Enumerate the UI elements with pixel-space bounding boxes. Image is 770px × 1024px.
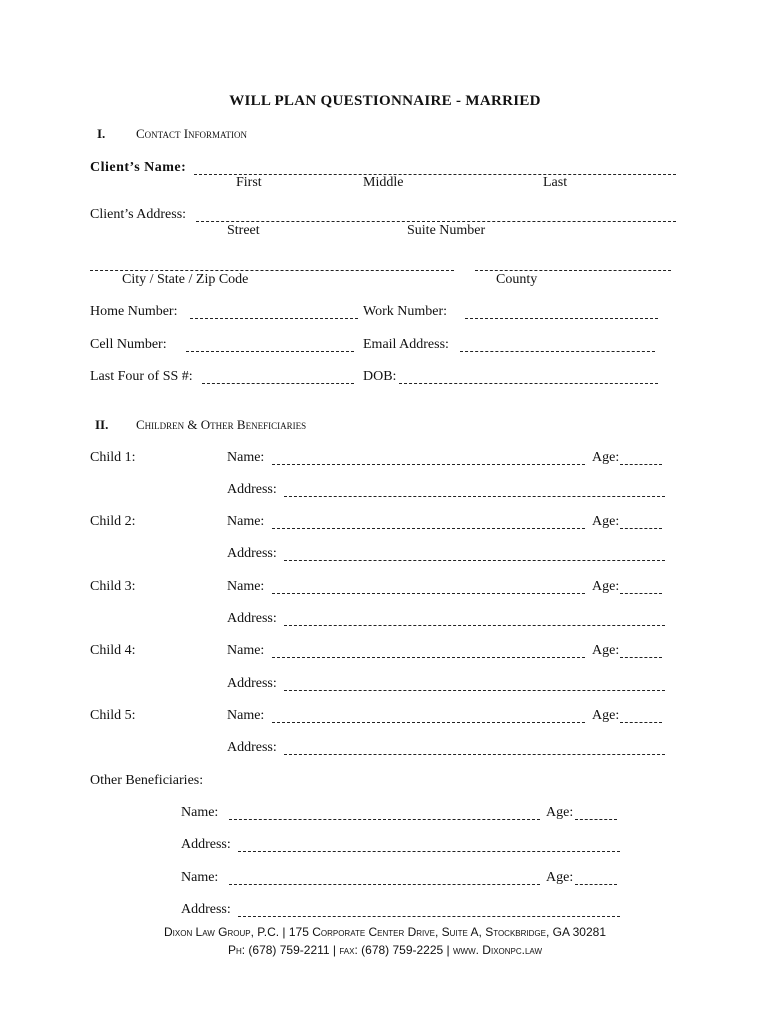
email-address-label: Email Address: [363,337,449,352]
other-beneficiaries-label: Other Beneficiaries: [90,773,204,788]
child-3-age-field[interactable] [620,581,662,594]
section-2-heading: Children & Other Beneficiaries [136,417,307,432]
client-address-field[interactable] [196,209,676,222]
child-address-label: Address: [227,740,277,755]
other-name-label: Name: [181,805,219,820]
client-address-label: Client’s Address: [90,207,187,222]
child-address-label: Address: [227,676,277,691]
child-name-label: Name: [227,579,265,594]
email-address-field[interactable] [460,339,655,352]
child-name-label: Name: [227,514,265,529]
child-5-name-field[interactable] [272,710,585,723]
home-number-field[interactable] [190,306,358,319]
other-age-label: Age: [546,805,574,820]
child-5-age-field[interactable] [620,710,662,723]
suite-sublabel: Suite Number [407,223,486,238]
client-name-field[interactable] [194,162,676,175]
ss-label: Last Four of SS #: [90,369,193,384]
last-sublabel: Last [543,175,568,190]
document-title: WILL PLAN QUESTIONNAIRE - MARRIED [229,93,541,109]
child-2-name-field[interactable] [272,516,585,529]
work-number-field[interactable] [465,306,658,319]
other-2-address-field[interactable] [238,904,620,917]
child-age-label: Age: [592,579,620,594]
child-3-label: Child 3: [90,579,136,594]
first-sublabel: First [236,175,262,190]
child-2-age-field[interactable] [620,516,662,529]
child-name-label: Name: [227,450,265,465]
child-1-age-field[interactable] [620,452,662,465]
child-name-label: Name: [227,708,265,723]
child-2-label: Child 2: [90,514,136,529]
child-age-label: Age: [592,514,620,529]
child-4-label: Child 4: [90,643,136,658]
cell-number-label: Cell Number: [90,337,167,352]
child-4-address-field[interactable] [284,678,665,691]
cell-number-field[interactable] [186,339,354,352]
footer-address: Dixon Law Group, P.C. | 175 Corporate Center Drive, Suite A, Stockbridge, GA 30281 [164,925,606,939]
other-1-address-field[interactable] [238,839,620,852]
child-5-label: Child 5: [90,708,136,723]
county-sublabel: County [496,272,538,287]
child-address-label: Address: [227,482,277,497]
child-1-address-field[interactable] [284,484,665,497]
other-address-label: Address: [181,837,231,852]
child-address-label: Address: [227,611,277,626]
client-name-label: Client’s Name: [90,160,187,175]
other-2-age-field[interactable] [575,872,617,885]
child-address-label: Address: [227,546,277,561]
other-address-label: Address: [181,902,231,917]
section-2-numeral: II. [95,417,109,432]
city-state-zip-field[interactable] [90,258,454,271]
street-sublabel: Street [227,223,260,238]
child-4-age-field[interactable] [620,645,662,658]
section-1-heading: Contact Information [136,126,248,141]
other-age-label: Age: [546,870,574,885]
city-sublabel: City / State / Zip Code [122,272,249,287]
child-4-name-field[interactable] [272,645,585,658]
child-age-label: Age: [592,450,620,465]
other-1-name-field[interactable] [229,807,540,820]
section-1-numeral: I. [97,126,106,141]
middle-sublabel: Middle [363,175,404,190]
child-age-label: Age: [592,643,620,658]
footer-contact: Ph: (678) 759-2211 | fax: (678) 759-2225 | www. Dixonpc.law [227,943,543,957]
home-number-label: Home Number: [90,304,178,319]
other-2-name-field[interactable] [229,872,540,885]
work-number-label: Work Number: [363,304,448,319]
child-3-address-field[interactable] [284,613,665,626]
child-5-address-field[interactable] [284,742,665,755]
county-field[interactable] [475,258,671,271]
child-2-address-field[interactable] [284,548,665,561]
dob-label: DOB: [363,369,397,384]
child-3-name-field[interactable] [272,581,585,594]
child-age-label: Age: [592,708,620,723]
dob-field[interactable] [399,371,658,384]
child-1-label: Child 1: [90,450,136,465]
ss-field[interactable] [202,371,354,384]
child-name-label: Name: [227,643,265,658]
other-1-age-field[interactable] [575,807,617,820]
child-1-name-field[interactable] [272,452,585,465]
other-name-label: Name: [181,870,219,885]
